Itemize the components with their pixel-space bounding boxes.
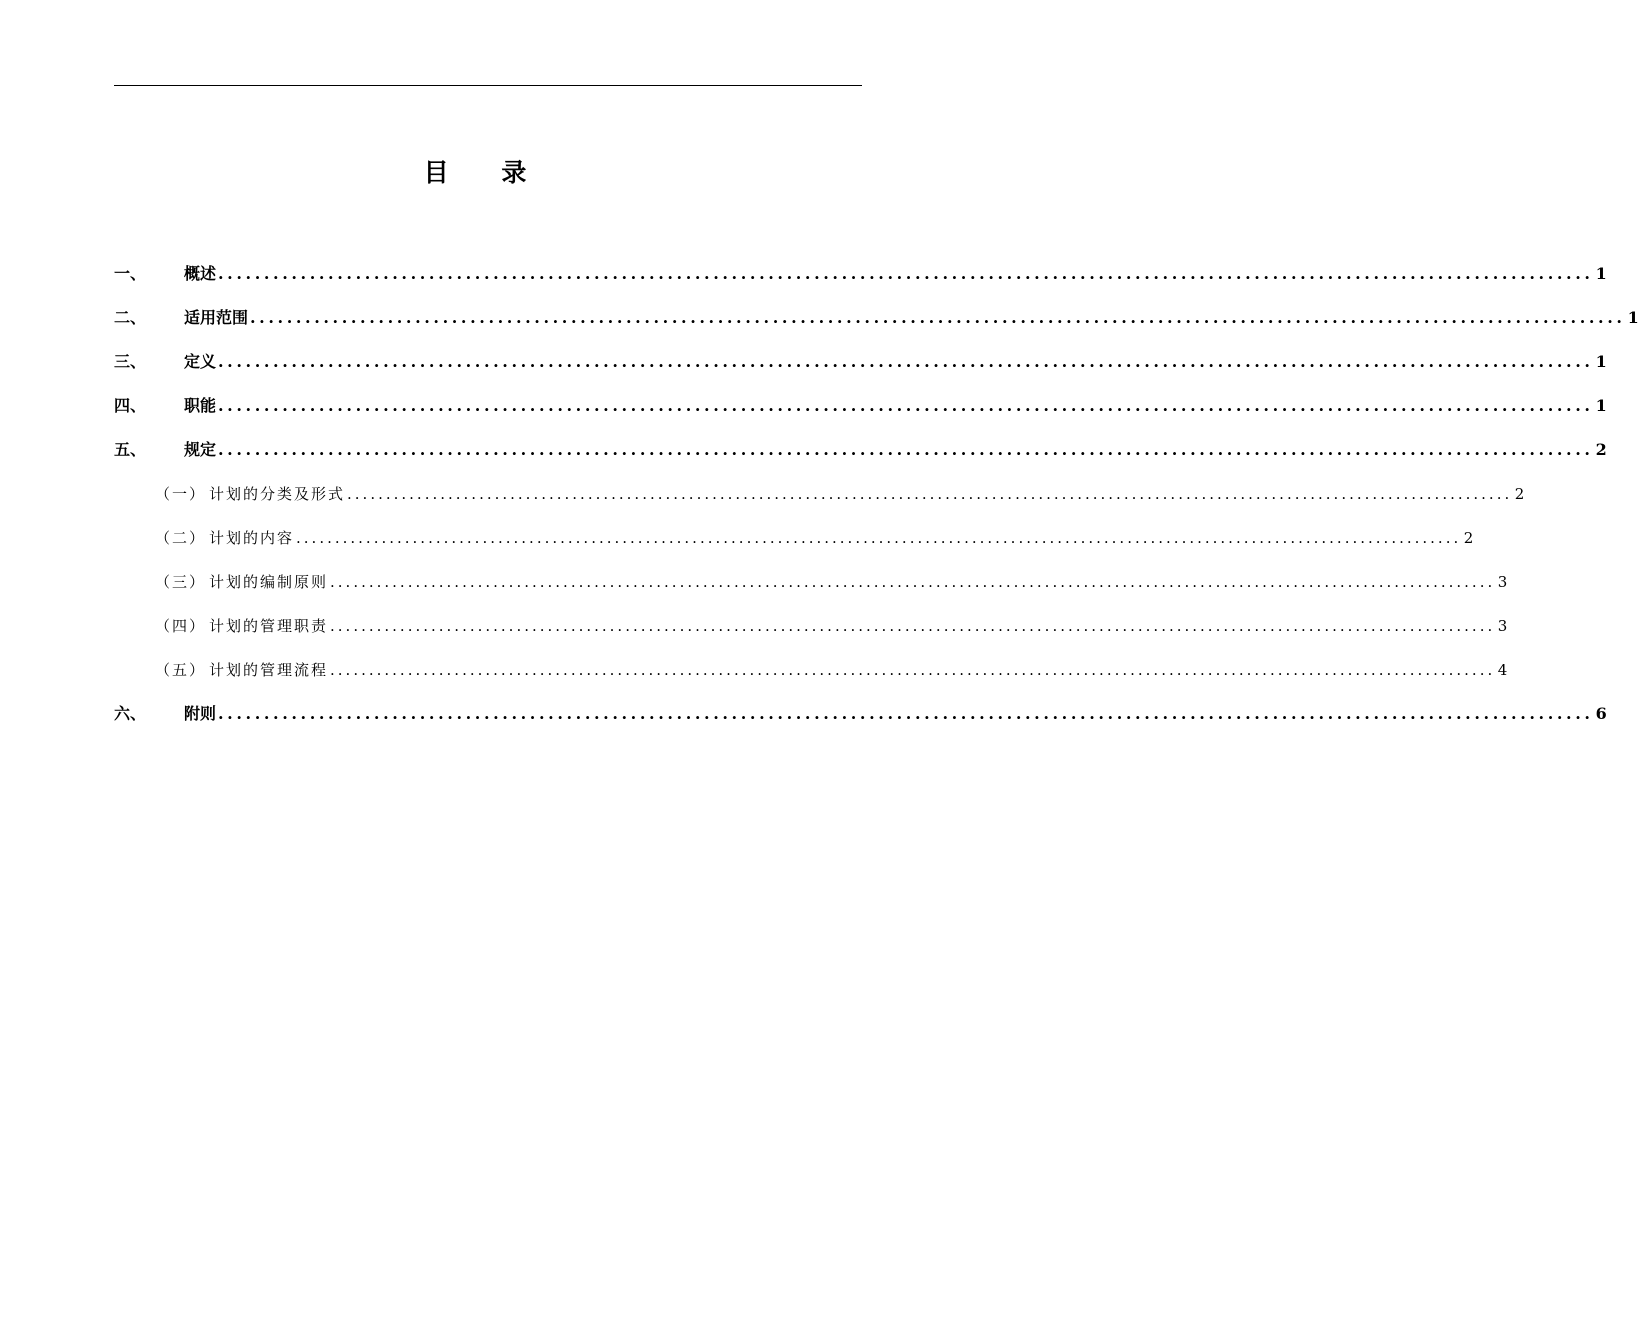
toc-leader-dots: ......................................................................................................................................................: [218, 440, 1594, 459]
toc-entry-title: 计划的编制原则: [209, 573, 329, 591]
toc-entry-title: 适用范围: [184, 308, 249, 327]
toc-entry-title: 计划的内容: [209, 529, 295, 547]
toc-entry[interactable]: [114, 388, 1607, 432]
toc-entry-number: 四、: [114, 396, 147, 415]
toc-entry-number: 三、: [114, 352, 147, 371]
toc-entry-number: 一、: [114, 264, 147, 283]
toc-entry-title: 规定: [184, 440, 217, 459]
toc-entry-title: 计划的管理职责: [209, 617, 329, 635]
toc-entry-page: 2: [1463, 529, 1474, 547]
toc-leader-dots: ......................................................................................................................................................: [330, 617, 1496, 635]
toc-leader-dots: ......................................................................................................................................................: [330, 573, 1496, 591]
toc-entry-page: 2: [1595, 440, 1607, 459]
toc-leader-dots: ......................................................................................................................................................: [218, 704, 1594, 723]
toc-entry-number: （三）: [155, 573, 207, 591]
toc-entry-title: 职能: [184, 396, 217, 415]
toc-leader-dots: ......................................................................................................................................................: [296, 529, 1462, 547]
toc-entry[interactable]: [114, 256, 1607, 300]
toc-leader-dots: ......................................................................................................................................................: [218, 264, 1594, 283]
toc-entry[interactable]: [114, 696, 1607, 740]
toc-entry-number: （四）: [155, 617, 207, 635]
toc-entry-number: 五、: [114, 440, 147, 459]
toc-entry[interactable]: [114, 432, 1607, 476]
toc-entry-number: （二）: [155, 529, 207, 547]
toc-entry-page: 2: [1514, 485, 1525, 503]
toc-subentry[interactable]: [114, 564, 1508, 608]
toc-leader-dots: ......................................................................................................................................................: [218, 396, 1594, 415]
toc-entry[interactable]: [114, 344, 1607, 388]
toc-leader-dots: ......................................................................................................................................................: [250, 308, 1626, 327]
toc-entry-page: 1: [1595, 396, 1607, 415]
toc-entry-page: 4: [1497, 661, 1508, 679]
toc-entry-title: 附则: [184, 704, 217, 723]
toc-entry-number: 二、: [114, 308, 147, 327]
toc-leader-dots: ......................................................................................................................................................: [347, 485, 1513, 503]
toc-entry-page: 1: [1595, 352, 1607, 371]
toc-entry-page: 3: [1497, 573, 1508, 591]
toc-entry-page: 1: [1627, 308, 1639, 327]
toc-entry-title: 概述: [184, 264, 217, 283]
toc-entry-page: 6: [1595, 704, 1607, 723]
page-title: 目 录: [423, 158, 549, 187]
toc-subentry[interactable]: [114, 520, 1474, 564]
table-of-contents: [114, 256, 1639, 740]
toc-subentry[interactable]: [114, 476, 1525, 520]
toc-entry-page: 1: [1595, 264, 1607, 283]
toc-leader-dots: ......................................................................................................................................................: [330, 661, 1496, 679]
toc-entry-page: 3: [1497, 617, 1508, 635]
toc-entry-number: （五）: [155, 661, 207, 679]
toc-subentry[interactable]: [114, 608, 1508, 652]
toc-entry[interactable]: [114, 300, 1639, 344]
header-rule: [114, 85, 862, 86]
toc-entry-number: （一）: [155, 485, 207, 503]
toc-entry-title: 定义: [184, 352, 217, 371]
toc-entry-title: 计划的管理流程: [209, 661, 329, 679]
toc-leader-dots: ......................................................................................................................................................: [218, 352, 1594, 371]
toc-subentry[interactable]: [114, 652, 1508, 696]
toc-entry-number: 六、: [114, 704, 147, 723]
toc-entry-title: 计划的分类及形式: [209, 485, 346, 503]
